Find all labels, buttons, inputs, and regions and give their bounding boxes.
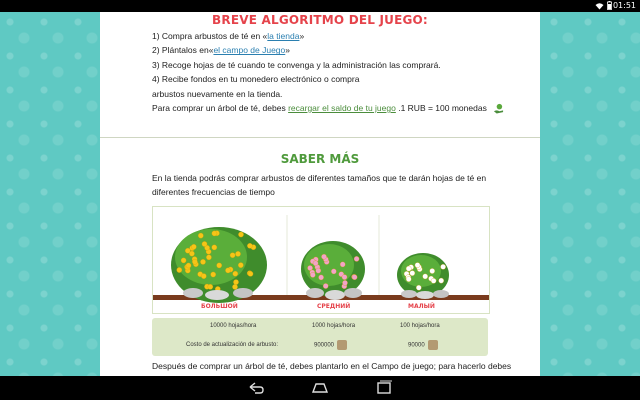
rate-large: 10000 hojas/hora xyxy=(210,323,257,329)
flower xyxy=(340,262,345,267)
status-icons xyxy=(595,1,612,10)
flower xyxy=(430,268,435,273)
battery-icon xyxy=(607,1,612,10)
flower xyxy=(200,259,205,264)
content-panel[interactable] xyxy=(100,12,540,376)
flower xyxy=(238,263,243,268)
upgrade-cost-small-value: 90000 xyxy=(408,342,425,349)
flower xyxy=(235,251,240,256)
step-2-text: 2) Plántalos en« xyxy=(152,45,214,56)
flower xyxy=(410,271,415,276)
saber-intro: En la tienda podrás comprar arbustos de diferentes tamaños que te darán hojas de té en diferentes frecuencias de tiempo xyxy=(152,173,487,197)
flower xyxy=(439,278,444,283)
flower xyxy=(202,241,207,246)
flower xyxy=(247,243,252,248)
section-divider xyxy=(100,137,540,138)
back-icon[interactable] xyxy=(246,380,266,396)
upgrade-cost-label: Costo de actualización de arbusto: xyxy=(186,342,279,348)
flower xyxy=(181,258,186,263)
flower xyxy=(212,231,217,236)
flower xyxy=(323,283,328,288)
medium-bush xyxy=(301,241,365,300)
navigation-bar xyxy=(0,376,640,400)
step-2 xyxy=(152,43,532,57)
flower xyxy=(354,256,359,261)
flower xyxy=(192,259,197,264)
flower xyxy=(217,263,222,268)
flower xyxy=(316,268,321,273)
coin-icon xyxy=(337,340,347,350)
algorithm-steps xyxy=(152,29,532,115)
status-time: 01:51 xyxy=(612,1,636,10)
rate-medium: 1000 hojas/hora xyxy=(312,323,356,329)
step-1 xyxy=(152,29,532,43)
flower xyxy=(248,271,253,276)
flower xyxy=(342,280,347,285)
money-hand-icon xyxy=(493,103,504,114)
flower xyxy=(186,263,191,268)
flower xyxy=(342,275,347,280)
flower xyxy=(319,275,324,280)
flower xyxy=(198,233,203,238)
step-4-continued: arbustos nuevamente en la tienda. xyxy=(152,88,283,99)
wifi-icon xyxy=(595,2,604,10)
flower xyxy=(441,264,446,269)
flower xyxy=(321,254,326,259)
flower xyxy=(406,277,411,282)
small-bush xyxy=(397,253,449,299)
bush-sizes-panel xyxy=(152,206,490,314)
flower xyxy=(208,284,213,289)
shop-link[interactable]: la tienda xyxy=(267,31,300,41)
status-bar xyxy=(0,0,640,12)
upgrade-cost-medium xyxy=(314,340,347,350)
flower xyxy=(212,245,217,250)
step-1-text: 1) Compra arbustos de té en « xyxy=(152,31,268,41)
flower xyxy=(225,268,230,273)
recent-apps-icon[interactable] xyxy=(374,380,394,396)
after-purchase-text: Después de comprar un árbol de té, debes plantarlo en el Campo de juego; para hacerlo debes xyxy=(152,361,512,371)
flower xyxy=(177,267,182,272)
flower xyxy=(406,266,411,271)
flower xyxy=(423,274,428,279)
exchange-rate-text: .1 RUB = 100 monedas xyxy=(398,103,487,114)
upgrade-cost-medium-value: 900000 xyxy=(314,342,335,349)
buy-line xyxy=(152,101,532,115)
coin-icon xyxy=(428,340,438,350)
flower xyxy=(352,275,357,280)
label-medium: СРЕДНИЙ xyxy=(317,303,351,310)
bush-illustration xyxy=(153,207,489,313)
flower xyxy=(331,269,336,274)
label-large: БОЛЬШОЙ xyxy=(201,303,238,310)
step-4: 4) Recibe fondos en tu monedero electrónico o compra xyxy=(152,74,360,85)
flower xyxy=(206,255,211,260)
flower xyxy=(201,274,206,279)
flower xyxy=(233,280,238,285)
step-2-suffix: » xyxy=(285,45,290,56)
flower xyxy=(238,232,243,237)
flower xyxy=(233,271,238,276)
flower xyxy=(310,272,315,277)
buy-text: Para comprar un árbol de té, debes xyxy=(152,103,286,114)
step-1-suffix: » xyxy=(299,31,305,41)
saber-title: SABER MÁS xyxy=(280,152,360,166)
upgrade-cost-small xyxy=(408,340,438,350)
flower xyxy=(230,253,235,258)
home-icon[interactable] xyxy=(310,380,330,396)
rate-small: 100 hojas/hora xyxy=(400,323,440,329)
flower xyxy=(431,278,436,283)
flower xyxy=(211,272,216,277)
label-small: МАЛЫЙ xyxy=(408,303,435,310)
flower xyxy=(313,261,318,266)
step-3: 3) Recoge hojas de té cuando te convenga y la administración las comprará. xyxy=(152,59,441,70)
flower xyxy=(189,251,194,256)
flower xyxy=(415,263,420,268)
algorithm-title: BREVE ALGORITMO DEL JUEGO: xyxy=(212,13,428,27)
flower xyxy=(232,284,237,289)
bush-stats-table xyxy=(152,318,488,356)
game-field-link[interactable]: el campo de Juego xyxy=(213,45,286,56)
recharge-balance-link[interactable]: recargar el saldo de tu juego xyxy=(288,103,396,114)
flower xyxy=(416,285,421,290)
flower xyxy=(191,244,196,249)
large-bush xyxy=(171,227,267,303)
